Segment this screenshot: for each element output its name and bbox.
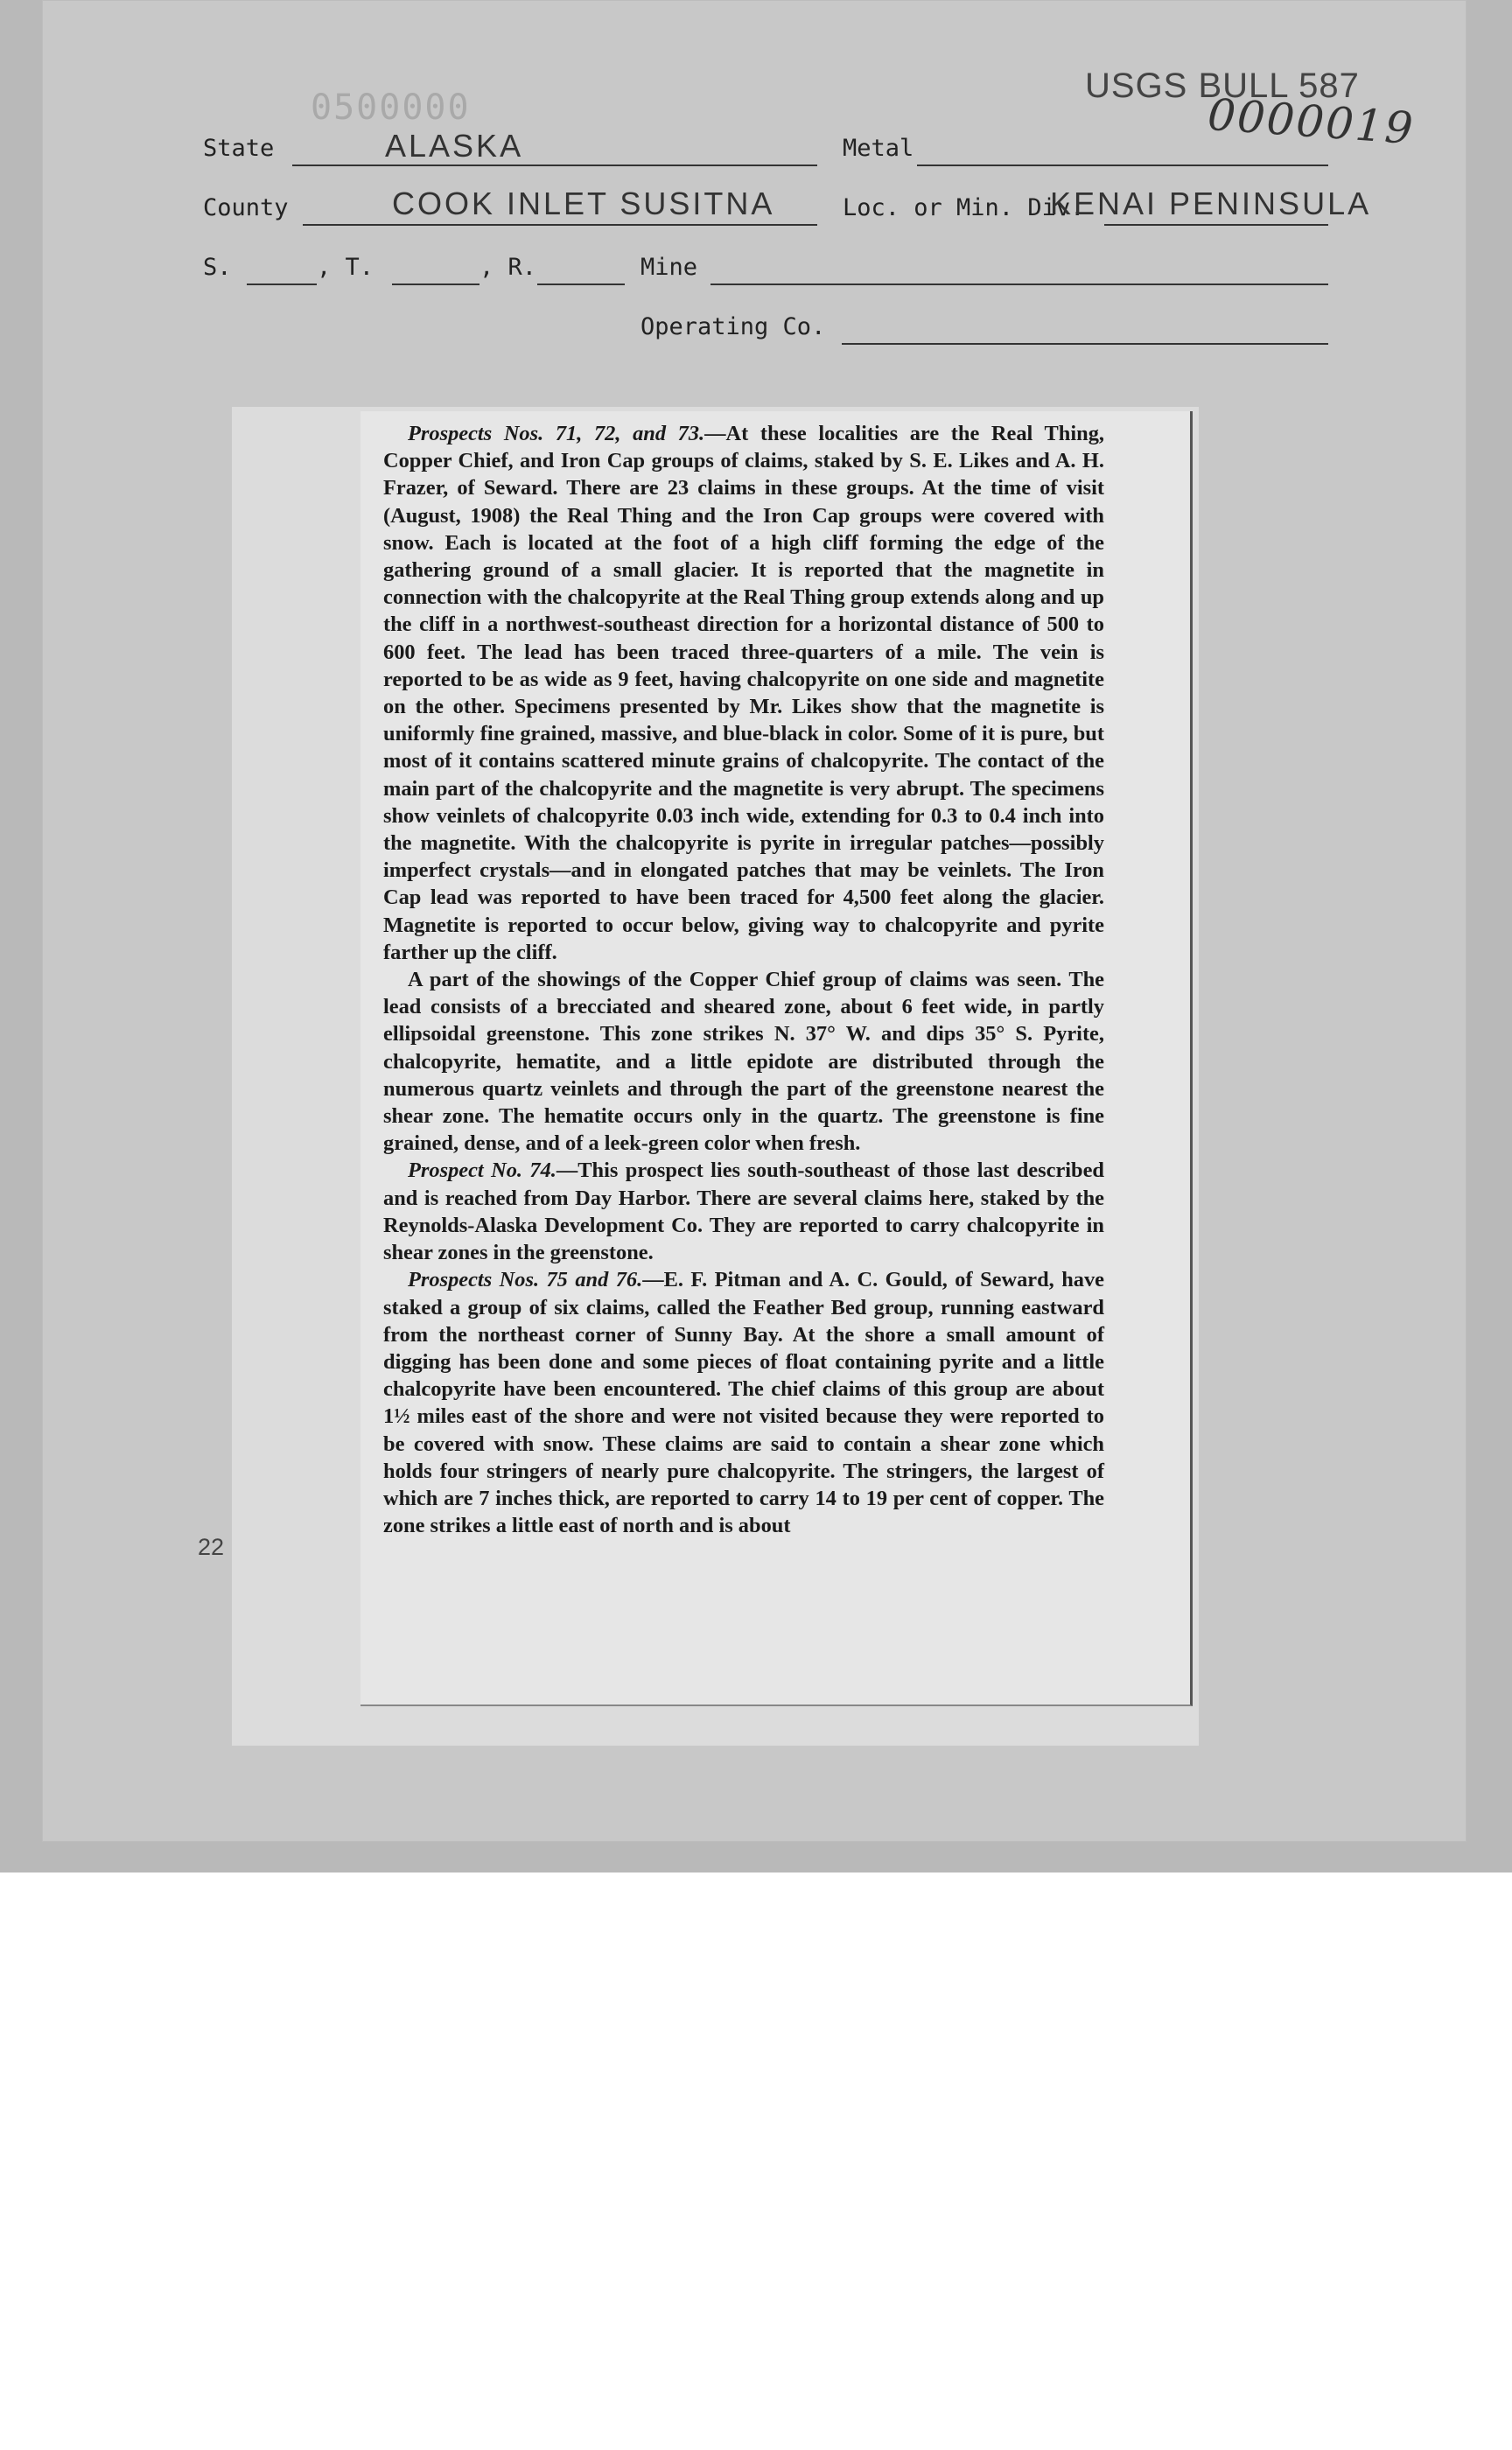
usgs-reference: USGS BULL 587 [1085,66,1360,105]
district-value: KENAI PENINSULA [1050,186,1372,221]
state-label: State [203,135,275,162]
section-label: S. [203,254,232,281]
paragraph-copper-chief [383,966,1104,1157]
page-number: 22 [198,1534,225,1560]
paragraph-prospects-75-76 [383,1266,1104,1539]
state-value: ALASKA [385,128,524,164]
faint-stamped-number: 0500000 [311,88,471,128]
county-rule [303,224,817,226]
township-rule [392,284,480,285]
metal-rule [917,164,1328,166]
paragraph-heading: Prospects Nos. 75 and 76. [408,1268,643,1292]
section-rule [247,284,317,285]
county-value: COOK INLET SUSITNA [392,186,775,221]
paragraph-body: A part of the showings of the Copper Chief group of claims was seen. The lead consists of a brecciated and sheared zone, about 6 feet wide, in partly ellipsoidal greenstone. This zone strikes N. 37° W. and dips 35° S. Pyrite, chalcopyrite, hematite, and a little epidote are distributed through the numerous quartz veinlets and through the part of the greenstone nearest the shear zone. The hematite occurs only in the quartz. The greenstone is fine grained, dense, and of a leek-green color when fresh. [383,968,1104,1156]
mine-label: Mine [640,254,698,281]
paragraph-heading: Prospects Nos. 71, 72, and 73. [408,422,705,445]
county-label: County [203,194,289,221]
paragraph-prospect-74 [383,1157,1104,1266]
range-label: , R. [480,254,537,281]
paragraph-prospects-71-73 [383,420,1104,966]
operating-rule [842,343,1328,345]
mine-rule [710,284,1328,285]
paragraph-body: —At these localities are the Real Thing, Copper Chief, and Iron Cap groups of claims, staked by S. E. Likes and A. H. Frazer, of Seward. There are 23 claims in these groups. At the time of visit (August, 1908) the Real Thing and the Iron Cap groups were covered with snow. Each is located at the foot of a high cliff forming the edge of the gathering ground of a small glacier. It is reported that the magnetite in connection with the chalcopyrite at the Real Thing group extends along and up the cliff in a northwest-southeast direction for a horizontal distance of 500 to 600 feet. The lead has been traced three-quarters of a mile. The vein is reported to be as wide as 9 feet, having chalcopyrite on one side and magnetite on the other. Specimens presented by Mr. Likes show that the magnetite is uniformly fine grained, massive, and blue-black in color. Some of it is pure, but most of it contains scattered minute grains of chalcopyrite. The contact of the main part of the chalcopyrite and the magnetite is very abrupt. The specimens show veinlets of chalcopyrite 0.03 inch wide, extending for 0.3 to 0.4 inch into the magnetite. With the chalcopyrite is pyrite in irregular patches—possibly imperfect crystals—and in elongated patches that may be veinlets. The Iron Cap lead was reported to have been traced for 4,500 feet along the glacier. Magnetite is reported to occur below, giving way to chalcopyrite and pyrite farther up the cliff. [383,422,1104,964]
metal-label: Metal [843,135,914,162]
state-rule [292,164,817,166]
stamped-number: 0000019 [1206,88,1417,155]
range-rule [537,284,625,285]
clipping-text [383,420,1104,1539]
operating-label: Operating Co. [640,313,826,340]
paragraph-body: —This prospect lies south-southeast of those last described and is reached from Day Harbor. There are several claims here, staked by the Reynolds-Alaska Development Co. They are reported to carry chalcopyrite in shear zones in the greenstone. [383,1158,1104,1265]
township-label: , T. [317,254,374,281]
paragraph-heading: Prospect No. 74. [408,1158,556,1183]
district-label: Loc. or Min. Div. [843,194,1085,221]
district-rule [1104,224,1328,226]
paragraph-body: —E. F. Pitman and A. C. Gould, of Seward, have staked a group of six claims, called the Feather Bed group, running eastward from the northeast corner of Sunny Bay. At the shore a small amount of digging has been done and some pieces of float containing pyrite and a little chalcopyrite have been encountered. The chief claims of this group are about 1½ miles east of the shore and were not visited because they were reported to be covered with snow. These claims are said to contain a shear zone which holds four stringers of nearly pure chalcopyrite. The stringers, the largest of which are 7 inches thick, are reported to carry 14 to 19 per cent of copper. The zone strikes a little east of north and is about [383,1268,1104,1538]
